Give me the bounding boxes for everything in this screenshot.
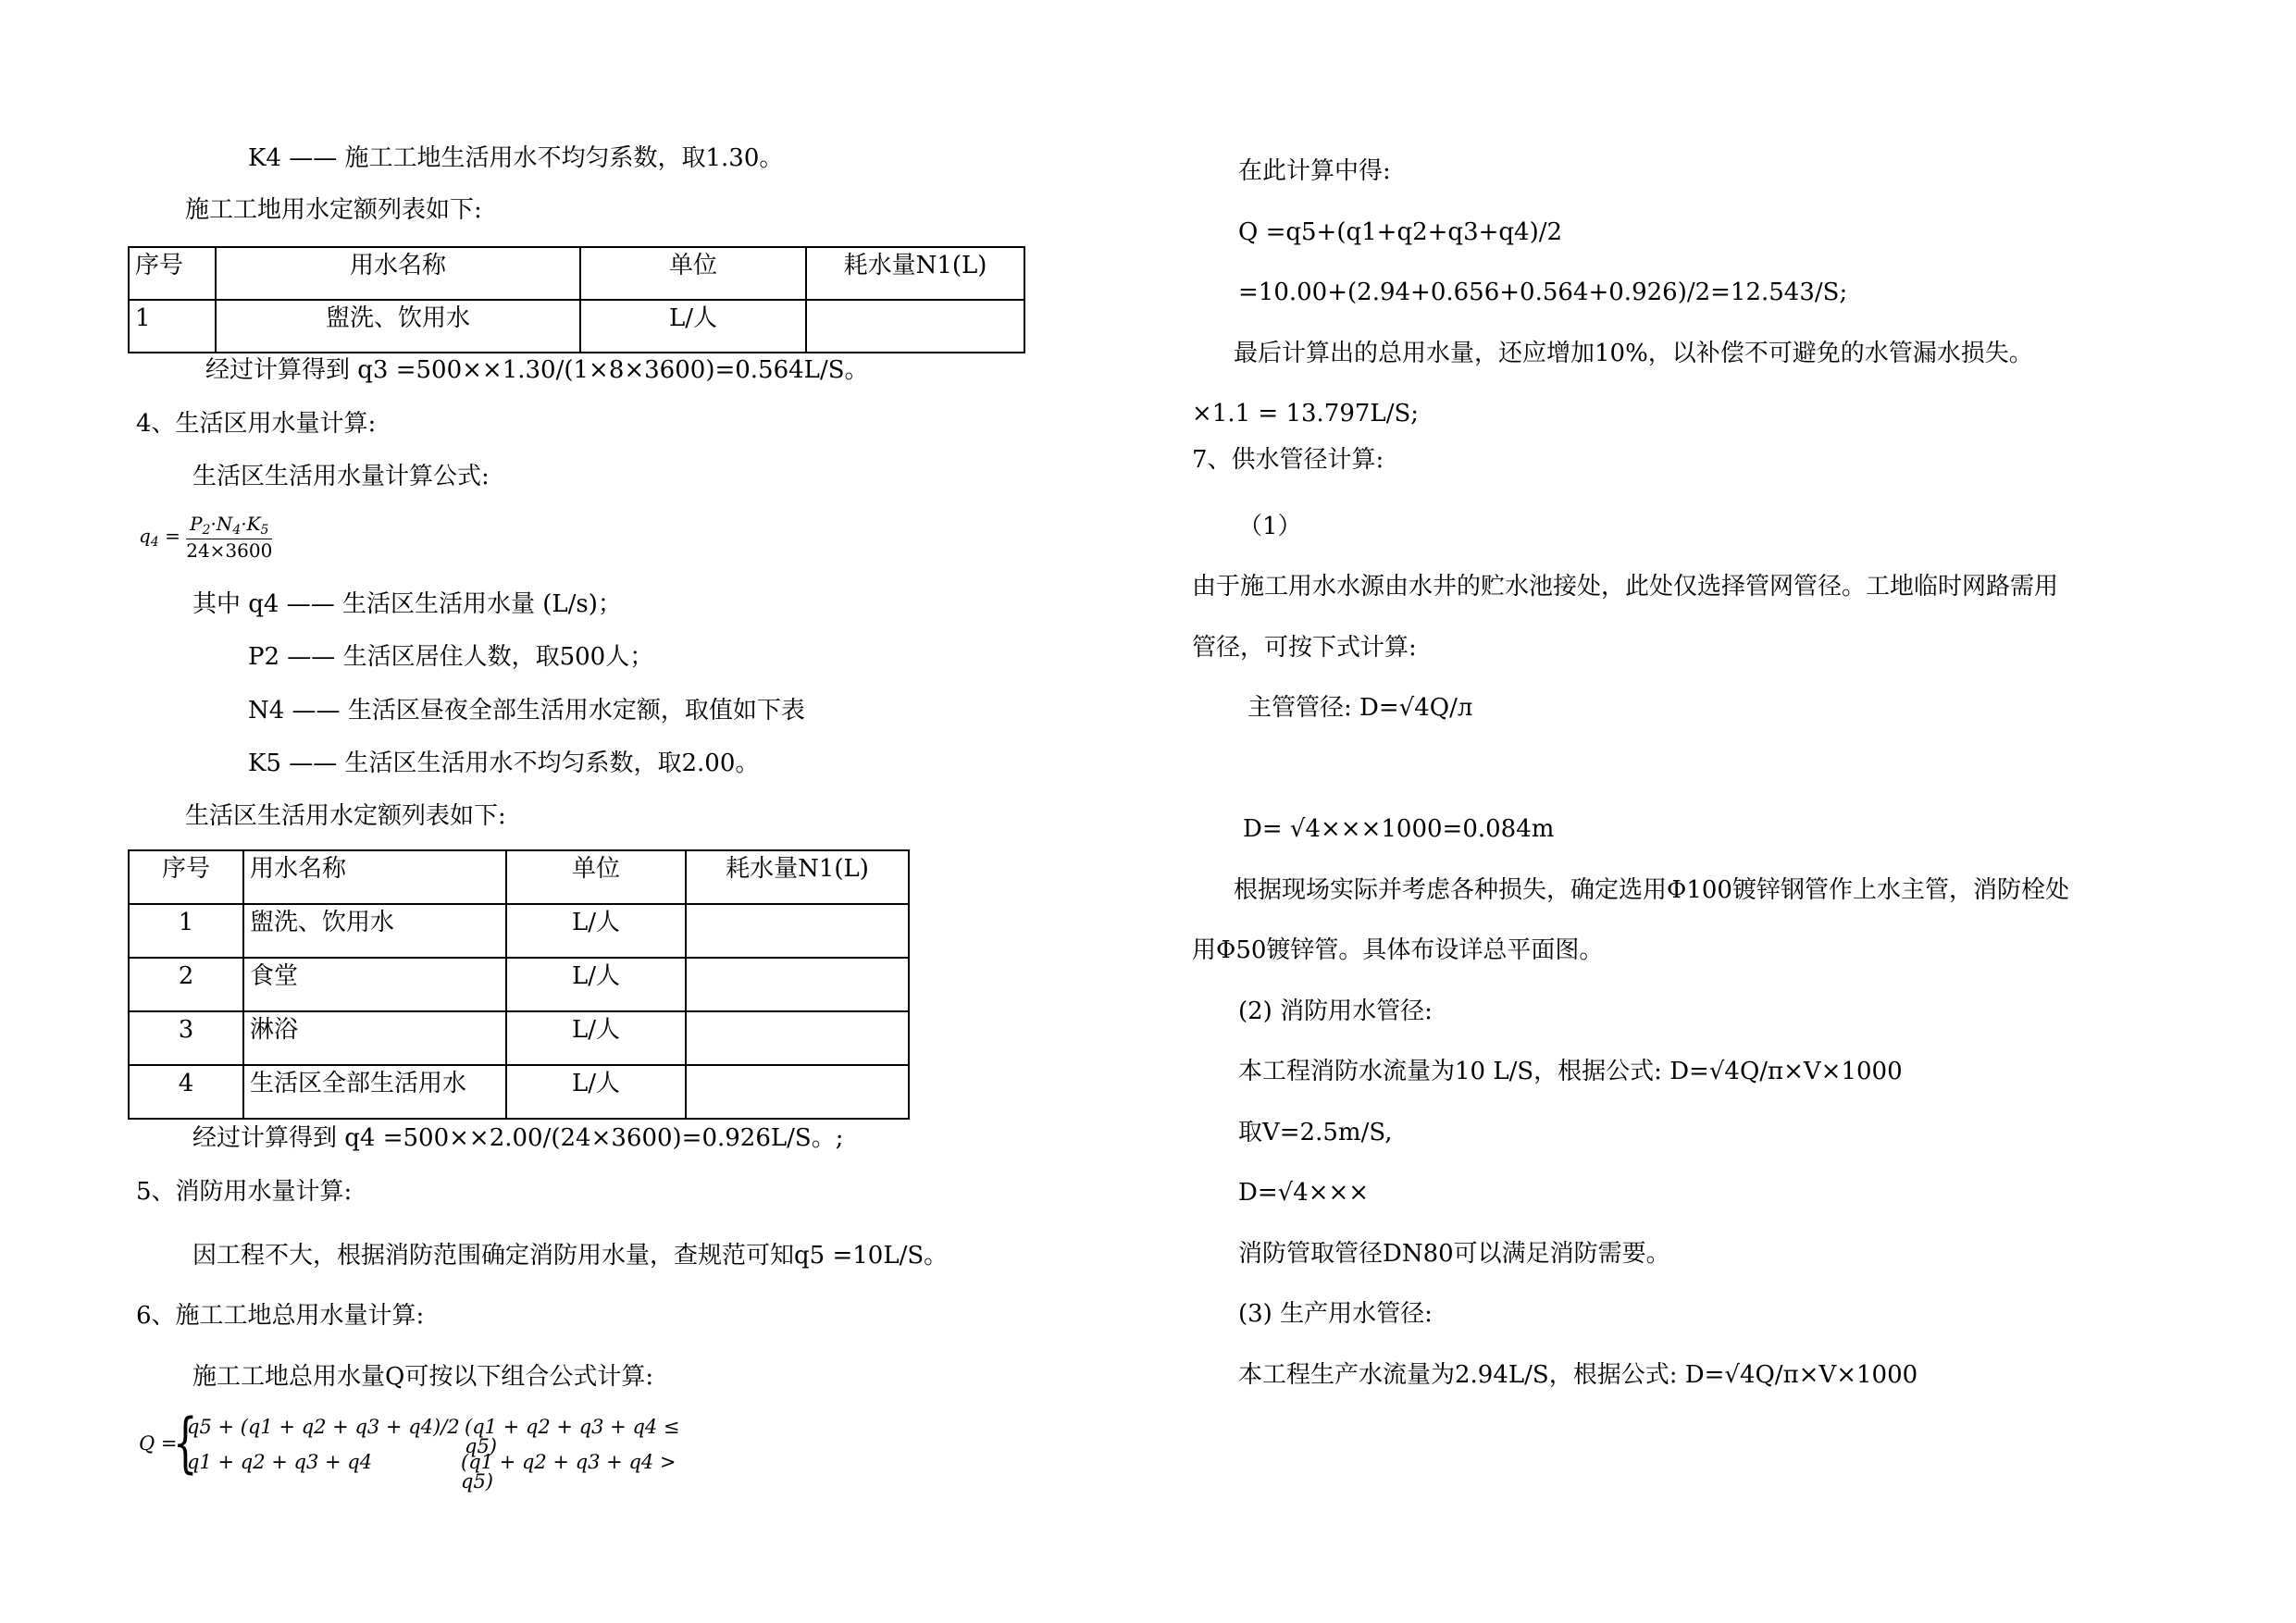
- leak-allowance-text: 最后计算出的总用水量，还应增加10%，以补偿不可避免的水管漏水损失。: [1234, 340, 2033, 367]
- living-area-water-quota-table: [128, 849, 910, 1120]
- item-2-title: (2) 消防用水管径:: [1238, 997, 1433, 1025]
- num-part: ·K: [241, 513, 261, 535]
- q4-result: 经过计算得到 q4 =500××2.00/(24×3600)=0.926L/S。;: [192, 1124, 844, 1152]
- table2-caption: 生活区生活用水定额列表如下:: [185, 802, 506, 830]
- fire-flow-formula: 本工程消防水流量为10 L/S，根据公式: D=√4Q/π×V×1000: [1238, 1058, 1903, 1085]
- table-row: [129, 904, 909, 958]
- formula-numerator: [186, 514, 272, 539]
- formula-lhs-sub: 4: [150, 535, 159, 550]
- q4-formula-caption: 生活区生活用水量计算公式:: [192, 463, 490, 490]
- table-cell: 盥洗、饮用水: [243, 904, 506, 958]
- formula-condition-2: (q1 + q2 + q3 + q4 > q5): [461, 1451, 676, 1493]
- Q-value: =10.00+(2.94+0.656+0.564+0.926)/2=12.543/S;: [1238, 279, 1848, 306]
- header-cell: 单位: [506, 850, 686, 904]
- table-cell: 食堂: [243, 958, 506, 1011]
- production-flow-formula: 本工程生产水流量为2.94L/S，根据公式: D=√4Q/π×V×1000: [1238, 1361, 1918, 1389]
- formula-lhs: Q =: [139, 1432, 178, 1455]
- Q-expression: Q =q5+(q1+q2+q3+q4)/2: [1238, 218, 1563, 246]
- formula-eq: =: [165, 525, 180, 547]
- formula-fraction: [186, 514, 272, 560]
- table-cell: 3: [129, 1011, 243, 1065]
- table-cell: L/人: [506, 958, 686, 1011]
- table1-caption: 施工工地用水定额列表如下:: [185, 196, 482, 224]
- q4-where: 其中 q4 —— 生活区生活用水量 (L/s)；: [192, 590, 622, 618]
- table-cell: L/人: [506, 1011, 686, 1065]
- table-cell: [686, 904, 909, 958]
- table-row: [129, 300, 1024, 353]
- leak-total-value: ×1.1 = 13.797L/S;: [1192, 400, 1420, 427]
- table-cell: [686, 958, 909, 1011]
- q4-formula: [139, 514, 272, 560]
- table-header-row: [129, 850, 909, 904]
- formula-case-2: q1 + q2 + q3 + q4: [187, 1451, 373, 1473]
- section-6-title: 6、施工工地总用水量计算:: [136, 1302, 425, 1330]
- pipe-choice-line1: 根据现场实际并考虑各种损失，确定选用Φ100镀锌钢管作上水主管，消防栓处: [1234, 876, 2069, 904]
- calc-intro: 在此计算中得:: [1238, 157, 1391, 185]
- k4-definition: K4 —— 施工工地生活用水不均匀系数，取1.30。: [248, 144, 784, 172]
- table-cell: [686, 1011, 909, 1065]
- fire-pipe-choice: 消防管取管径DN80可以满足消防需要。: [1238, 1240, 1670, 1268]
- header-cell: 用水名称: [216, 247, 580, 300]
- header-cell: 序号: [129, 850, 243, 904]
- section-4-title: 4、生活区用水量计算:: [136, 410, 377, 438]
- main-pipe-formula: 主管管径: D=√4Q/л: [1247, 694, 1473, 722]
- table-cell: [806, 300, 1024, 353]
- total-water-formula: [139, 1405, 713, 1493]
- table-cell: L/人: [580, 300, 806, 353]
- table-cell: L/人: [506, 904, 686, 958]
- section-7-title: 7、供水管径计算:: [1192, 446, 1384, 474]
- fire-pipe-diameter: D=√4×××: [1238, 1179, 1370, 1207]
- formula-condition-1: (q1 + q2 + q3 + q4 ≤ q5): [465, 1416, 680, 1457]
- table-cell: 生活区全部生活用水: [243, 1065, 506, 1119]
- main-pipe-diameter: D= √4×××1000=0.084m: [1243, 815, 1555, 843]
- item-3-title: (3) 生产用水管径:: [1238, 1300, 1433, 1328]
- p2-definition: P2 —— 生活区居住人数，取500人；: [248, 643, 654, 671]
- header-cell: 单位: [580, 247, 806, 300]
- item-1-label: （1）: [1238, 513, 1302, 540]
- section-5-title: 5、消防用水量计算:: [136, 1178, 353, 1206]
- k5-definition: K5 —— 生活区生活用水不均匀系数，取2.00。: [248, 750, 760, 777]
- num-sub: 4: [232, 523, 242, 538]
- table-cell: 4: [129, 1065, 243, 1119]
- table-row: [129, 1065, 909, 1119]
- item-1-text-line2: 管径，可按下式计算:: [1192, 634, 1417, 662]
- total-formula-caption: 施工工地总用水量Q可按以下组合公式计算:: [192, 1363, 654, 1391]
- formula-case-1: q5 + (q1 + q2 + q3 + q4)/2: [187, 1416, 460, 1438]
- velocity-value: 取V=2.5m/S,: [1238, 1119, 1393, 1146]
- n4-definition: N4 —— 生活区昼夜全部生活用水定额，取值如下表: [248, 697, 805, 725]
- num-part: P: [190, 513, 203, 535]
- num-sub: 5: [260, 523, 269, 538]
- fire-water-text: 因工程不大，根据消防范围确定消防用水量，查规范可知q5 =10L/S。: [192, 1242, 949, 1270]
- table-cell: 1: [129, 300, 216, 353]
- formula-lhs: q: [139, 525, 151, 547]
- header-cell: 序号: [129, 247, 216, 300]
- table-cell: 盥洗、饮用水: [216, 300, 580, 353]
- item-1-text-line1: 由于施工用水水源由水井的贮水池接处，此处仅选择管网管径。工地临时网路需用: [1192, 573, 2059, 601]
- table-cell: 2: [129, 958, 243, 1011]
- formula-brace: {: [172, 1405, 198, 1481]
- table-cell: L/人: [506, 1065, 686, 1119]
- table-row: [129, 958, 909, 1011]
- table-row: [129, 1011, 909, 1065]
- table-header-row: [129, 247, 1024, 300]
- formula-denominator: 24×3600: [186, 539, 273, 562]
- q3-result: 经过计算得到 q3 =500××1.30/(1×8×3600)=0.564L/S。: [205, 356, 869, 384]
- construction-water-quota-table: [128, 246, 1025, 353]
- table-cell: 淋浴: [243, 1011, 506, 1065]
- header-cell: 耗水量N1(L): [806, 247, 1024, 300]
- header-cell: 用水名称: [243, 850, 506, 904]
- table-cell: 1: [129, 904, 243, 958]
- table-cell: [686, 1065, 909, 1119]
- num-sub: 2: [202, 523, 211, 538]
- pipe-choice-line2: 用Φ50镀锌管。具体布设详总平面图。: [1192, 936, 1604, 964]
- num-part: ·N: [210, 513, 233, 535]
- header-cell: 耗水量N1(L): [686, 850, 909, 904]
